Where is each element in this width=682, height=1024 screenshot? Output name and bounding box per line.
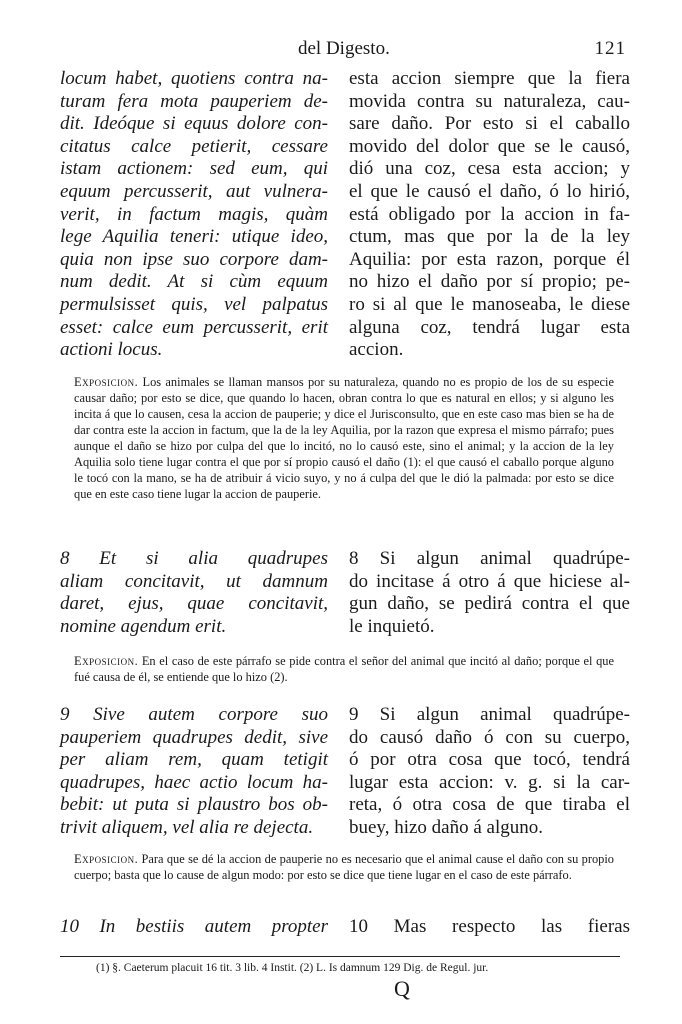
spanish-line: no hizo el daño por sí propio; pe-	[349, 271, 630, 293]
spanish-line: gun daño, se pedirá contra el que	[349, 593, 630, 615]
latin-column	[60, 68, 328, 362]
exposicion-3	[74, 851, 614, 883]
latin-column	[60, 704, 328, 840]
exposicion-label: Exposicion.	[74, 654, 139, 668]
spanish-line: 8 Si algun animal quadrúpe-	[349, 548, 630, 569]
spanish-line: está obligado por la accion in fa-	[349, 203, 630, 225]
latin-line: equum percusserit, aut vulnera-	[60, 180, 328, 202]
latin-line: 9 Sive autem corpore suo	[60, 704, 328, 725]
latin-line: 10 In bestiis autem propter	[60, 916, 328, 937]
spanish-line: 10 Mas respecto las fieras	[349, 916, 630, 937]
latin-line: istam actionem: sed eum, qui	[60, 158, 328, 180]
running-head	[60, 38, 630, 64]
spanish-column	[349, 548, 630, 638]
latin-column	[60, 548, 328, 638]
exposicion-text: En el caso de este párrafo se pide contra el señor del animal que incitó al daño; porque el que fué causa de él, se entiende que lo hizo (2).	[74, 654, 614, 684]
latin-column	[60, 916, 328, 939]
spanish-line: accion.	[349, 339, 404, 361]
latin-line: nomine agendum erit.	[60, 615, 227, 637]
latin-line: quadrupes, haec actio locum ha-	[60, 771, 328, 793]
footnote-rule	[60, 956, 620, 957]
spanish-line: 9 Si algun animal quadrúpe-	[349, 704, 630, 725]
latin-line: trivit aliquem, vel alia re dejecta.	[60, 816, 314, 838]
latin-line: quia non ipse suo corpore dam-	[60, 248, 328, 270]
exposicion-text: Los animales se llaman mansos por su naturaleza, quando no es propio de los de su especie causar daño; por esto se dice, que quando lo hacen, obran contra lo que es natural en ellos; y si alguno les incita á que lo causen, cesa la accion de pauperie; y dice el Jurisconsulto, que en este caso mas bien se ha de dar contra este la accion in factum, que la de la ley Aquilia, por la razon que expresa el mismo párrafo; pues aunque el daño se hizo por culpa del que lo incitó, no lo causó este, sino el animal; y la accion de la ley Aquilia solo tiene lugar contra el que por sí propio causó el daño (1): el que causó el caballo porque alguno le tocó con la mano, se ha de atribuir á vicio suyo, y no á culpa del que le dió la palmada: por esto se dice que en este caso tiene lugar la accion de pauperie.	[74, 375, 614, 501]
running-title: del Digesto.	[298, 38, 390, 59]
spanish-line: dió una coz, cesa esta accion; y	[349, 158, 630, 180]
signature-mark: Q	[394, 976, 410, 1001]
latin-line: verit, in factum magis, quàm	[60, 203, 328, 225]
spanish-line: lugar esta accion: v. g. si la car-	[349, 771, 630, 793]
exposicion-2	[74, 653, 614, 685]
spanish-line: alguna coz, tendrá lugar esta	[349, 316, 630, 338]
spanish-line: do incitase á otro á que hiciese al-	[349, 570, 630, 592]
latin-line: esset: calce eum percusserit, erit	[60, 316, 328, 338]
spanish-line: esta accion siempre que la fiera	[349, 68, 630, 89]
spanish-line: movido del dolor que se le causó,	[349, 135, 630, 157]
latin-line: citatus calce petierit, cessare	[60, 135, 328, 157]
footnotes: (1) §. Caeterum placuit 16 tit. 3 lib. 4 Instit. (2) L. Is damnum 129 Dig. de Regul. jur.	[96, 962, 489, 974]
spanish-column	[349, 916, 630, 939]
latin-line: daret, ejus, quae concitavit,	[60, 593, 328, 615]
latin-line: dit. Ideóque si equus dolore con-	[60, 113, 328, 135]
spanish-line: do causó daño ó con su cuerpo,	[349, 726, 630, 748]
exposicion-label: Exposicion.	[74, 852, 139, 866]
latin-line: 8 Et si alia quadrupes	[60, 548, 328, 569]
spanish-line: le inquietó.	[349, 615, 435, 637]
exposicion-text: Para que se dé la accion de pauperie no es necesario que el animal cause el daño con su propio cuerpo; basta que lo cause de algun modo: por esto se dice que tiene lugar en el caso de este párrafo.	[74, 852, 614, 882]
latin-line: aliam concitavit, ut damnum	[60, 570, 328, 592]
spanish-line: buey, hizo daño á alguno.	[349, 816, 543, 838]
latin-line: pauperiem quadrupes dedit, sive	[60, 726, 328, 748]
exposicion-label: Exposicion.	[74, 375, 139, 389]
spanish-line: el que le causó el daño, ó lo hirió,	[349, 180, 630, 202]
latin-line: num dedit. At si cùm equum	[60, 271, 328, 293]
spanish-line: reta, ó otra cosa de que tiraba el	[349, 794, 630, 816]
spanish-line: movida contra su naturaleza, cau-	[349, 90, 630, 112]
spanish-line: Aquilia: por esta razon, porque él	[349, 248, 630, 270]
latin-line: bebit: ut puta si plaustro bos ob-	[60, 794, 328, 816]
spanish-line: sare daño. Por esto si el caballo	[349, 113, 630, 135]
latin-line: lege Aquilia teneri: utique ideo,	[60, 226, 328, 248]
exposicion-1	[74, 374, 614, 502]
latin-line: per aliam rem, quam tetigit	[60, 749, 328, 771]
spanish-line: ro si al que le manoseaba, le diese	[349, 293, 630, 315]
latin-line: permulsisset quis, vel palpatus	[60, 293, 328, 315]
page-number: 121	[594, 38, 626, 59]
spanish-line: ó por otra cosa que tocó, tendrá	[349, 749, 630, 771]
latin-line: turam fera mota pauperiem de-	[60, 90, 328, 112]
spanish-column	[349, 68, 630, 362]
spanish-line: ctum, mas que por la de la ley	[349, 226, 630, 248]
latin-line: actioni locus.	[60, 339, 163, 361]
latin-line: locum habet, quotiens contra na-	[60, 68, 328, 89]
spanish-column	[349, 704, 630, 840]
